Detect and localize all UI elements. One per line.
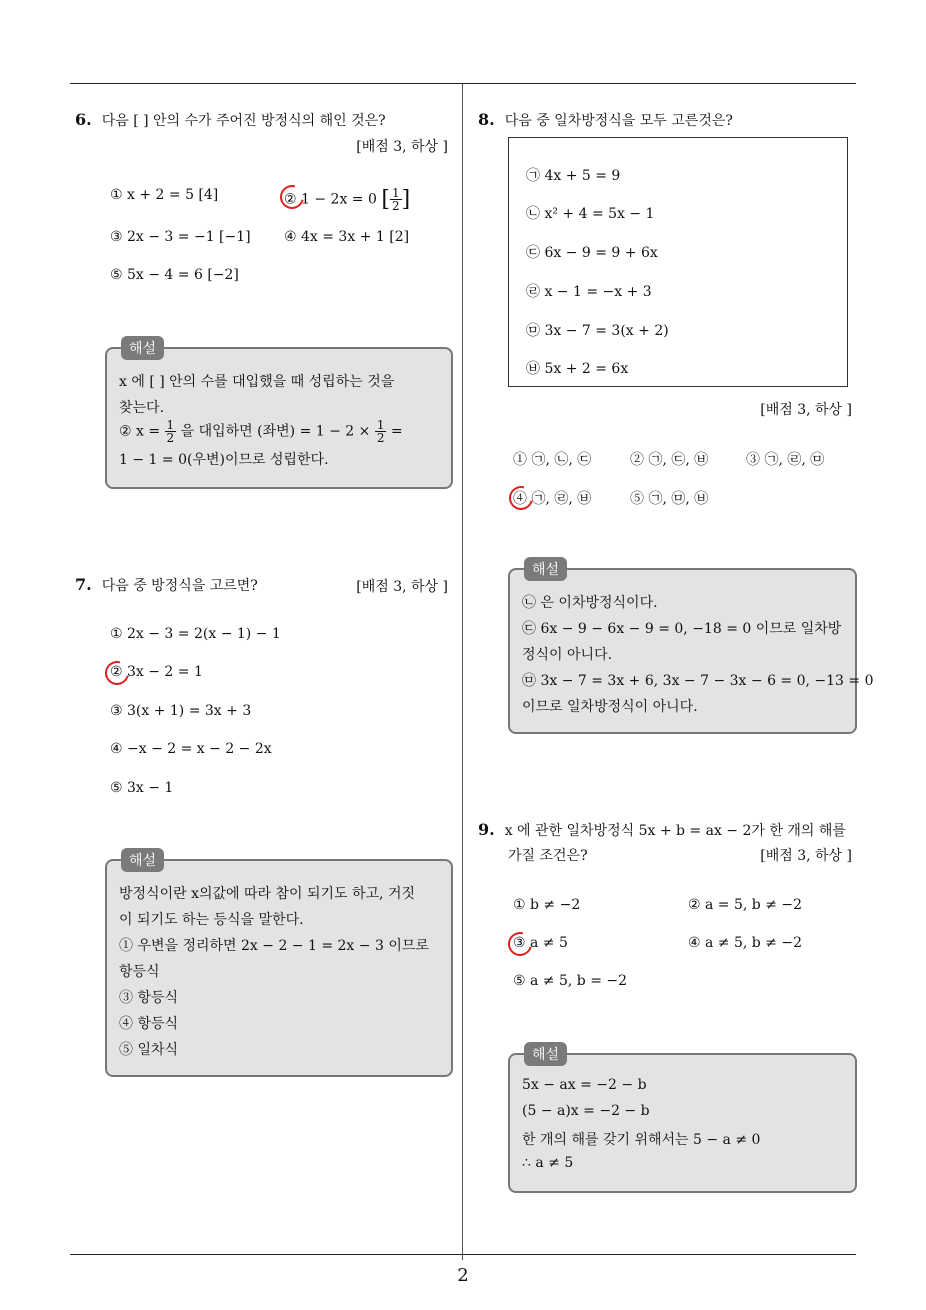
- option-5[interactable]: ⑤ 5x − 4 = 6 [−2]: [110, 267, 239, 283]
- score-label: [배점 3, 하상 ]: [760, 848, 852, 864]
- option-4[interactable]: ④ −x − 2 = x − 2 − 2x: [110, 741, 272, 757]
- option-3[interactable]: ③ 3(x + 1) = 3x + 3: [110, 703, 252, 719]
- item: ㉤ 3x − 7 = 3(x + 2): [526, 323, 669, 339]
- question-number: 9.: [478, 820, 495, 839]
- option-5[interactable]: ⑤ ㉠, ㉤, ㉥: [630, 491, 709, 507]
- question-8: [478, 110, 733, 130]
- option-1[interactable]: ① x + 2 = 5 [4]: [110, 187, 219, 203]
- option-3[interactable]: ③ ㉠, ㉣, ㉤: [746, 452, 825, 468]
- explanation-line: 방정식이란 x의값에 따라 참이 되기도 하고, 거짓: [119, 886, 416, 902]
- explanation-line: 5x − ax = −2 − b: [522, 1077, 647, 1093]
- option-5[interactable]: ⑤ 3x − 1: [110, 780, 174, 796]
- item: ㉠ 4x + 5 = 9: [526, 168, 621, 184]
- explanation-line: ∴ a ≠ 5: [522, 1155, 574, 1171]
- option-4[interactable]: ④ ㉠, ㉣, ㉥: [513, 491, 592, 507]
- explanation-line: ③ 항등식: [119, 990, 179, 1006]
- explanation-line: 찾는다.: [119, 400, 165, 416]
- answer-mark: [505, 482, 538, 515]
- explanation-line: 이므로 일차방정식이 아니다.: [522, 699, 698, 715]
- option-4[interactable]: ④ 4x = 3x + 1 [2]: [284, 229, 410, 245]
- item: ㉣ x − 1 = −x + 3: [526, 284, 652, 300]
- explanation-line: 항등식: [119, 964, 160, 980]
- explanation-tag: 해설: [121, 848, 164, 872]
- bracket-left: [: [381, 187, 390, 212]
- question-text: 다음 중 방정식을 고르면?: [101, 578, 258, 594]
- fraction: $\frac{1}{2}$: [391, 186, 400, 213]
- option-3[interactable]: ③ 2x − 3 = −1 [−1]: [110, 229, 251, 245]
- explanation-box: [105, 853, 453, 1077]
- explanation-line: (5 − a)x = −2 − b: [522, 1103, 650, 1119]
- option-3[interactable]: ③ a ≠ 5: [513, 935, 568, 951]
- explanation-line: ㉤ 3x − 7 = 3x + 6, 3x − 7 − 3x − 6 = 0, −13 = 0: [522, 673, 874, 689]
- option-2[interactable]: ② 3x − 2 = 1: [110, 664, 203, 680]
- option-1[interactable]: ① ㉠, ㉡, ㉢: [513, 452, 592, 468]
- footer-rule: [70, 1254, 856, 1255]
- explanation-box: [105, 341, 453, 489]
- explanation-line: ㉢ 6x − 9 − 6x − 9 = 0, −18 = 0 이므로 일차방: [522, 621, 842, 637]
- page-number: 2: [457, 1265, 469, 1286]
- score-label: [배점 3, 하상 ]: [760, 402, 852, 418]
- item: ㉥ 5x + 2 = 6x: [526, 361, 629, 377]
- option-1[interactable]: ① b ≠ −2: [513, 897, 581, 913]
- header-rule: [70, 83, 856, 84]
- option-2[interactable]: ② a = 5, b ≠ −2: [688, 897, 803, 913]
- bracket-right: ]: [401, 187, 411, 212]
- question-number: 8.: [478, 110, 495, 129]
- items-box: [508, 137, 848, 387]
- question-6: [75, 110, 386, 130]
- explanation-tag: 해설: [524, 1042, 567, 1066]
- answer-mark: [504, 928, 537, 961]
- explanation-line: ④ 항등식: [119, 1016, 179, 1032]
- option-5[interactable]: ⑤ a ≠ 5, b = −2: [513, 973, 628, 989]
- question-text-cont: 가질 조건은?: [508, 848, 588, 864]
- option-text: ② 1 − 2x = 0: [284, 191, 377, 208]
- question-text: 다음 중 일차방정식을 모두 고른것은?: [504, 113, 733, 129]
- explanation-line: 1 − 1 = 0(우변)이므로 성립한다.: [119, 452, 329, 468]
- question-text: x 에 관한 일차방정식 5x + b = ax − 2가 한 개의 해를: [504, 823, 846, 839]
- explanation-line: ② x = $\frac{1}{2}$ 을 대입하면 (좌변) = 1 − 2 × $\frac{1}{2}$ =: [119, 418, 403, 445]
- option-1[interactable]: ① 2x − 3 = 2(x − 1) − 1: [110, 626, 281, 642]
- explanation-line: ㉡ 은 이차방정식이다.: [522, 595, 658, 611]
- question-number: 7.: [75, 575, 92, 594]
- explanation-line: 정식이 아니다.: [522, 647, 613, 663]
- explanation-line: ⑤ 일차식: [119, 1042, 179, 1058]
- question-9: [478, 820, 846, 840]
- item: ㉡ x² + 4 = 5x − 1: [526, 206, 655, 222]
- explanation-box: [508, 562, 874, 734]
- explanation-line: 한 개의 해를 갖기 위해서는 5 − a ≠ 0: [522, 1132, 761, 1148]
- item: ㉢ 6x − 9 = 9 + 6x: [526, 245, 658, 261]
- option-4[interactable]: ④ a ≠ 5, b ≠ −2: [688, 935, 803, 951]
- score-label: [배점 3, 하상 ]: [356, 579, 448, 595]
- explanation-tag: 해설: [121, 336, 164, 360]
- explanation-line: ① 우변을 정리하면 2x − 2 − 1 = 2x − 3 이므로: [119, 938, 429, 954]
- score-label: [배점 3, 하상 ]: [356, 139, 448, 155]
- column-divider: [462, 84, 463, 1260]
- answer-mark: [101, 657, 134, 690]
- option-2[interactable]: ② ㉠, ㉢, ㉥: [630, 452, 709, 468]
- question-7: [75, 575, 258, 595]
- explanation-box: [508, 1047, 857, 1193]
- question-text: 다음 [ ] 안의 수가 주어진 방정식의 해인 것은?: [101, 113, 386, 129]
- question-number: 6.: [75, 110, 92, 129]
- explanation-line: 이 되기도 하는 등식을 말한다.: [119, 912, 304, 928]
- explanation-line: x 에 [ ] 안의 수를 대입했을 때 성립하는 것을: [119, 374, 395, 390]
- explanation-tag: 해설: [524, 557, 567, 581]
